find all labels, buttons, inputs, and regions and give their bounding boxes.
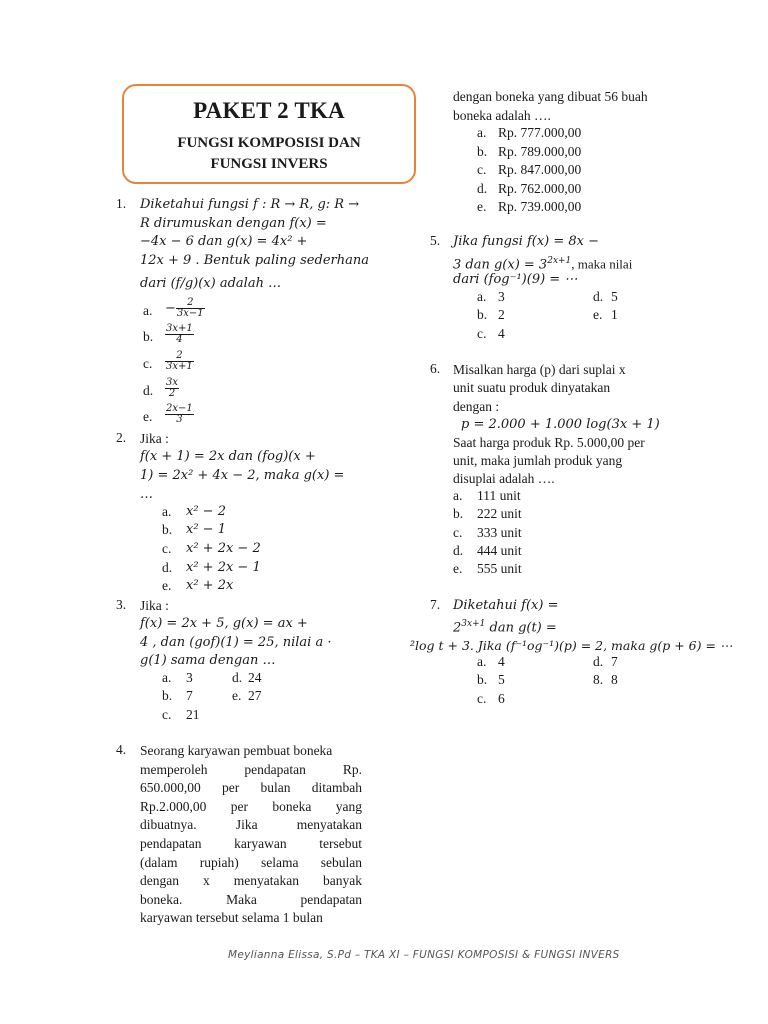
question-line: dari (fog⁻¹)(9) = ⋯ [453, 272, 578, 287]
option-fraction [165, 404, 194, 425]
option-text: x² + 2x − 1 [186, 560, 261, 575]
question-line: unit, maka jumlah produk yang [453, 453, 623, 468]
option-letter: c. [162, 541, 172, 556]
question-line: boneka. Maka pendapatan [140, 891, 362, 907]
question-number: 1. [116, 196, 127, 211]
option-text: 111 unit [477, 488, 521, 503]
option-text: 27 [248, 688, 262, 703]
question-number: 7. [430, 597, 441, 612]
question-line: dengan : [453, 399, 500, 414]
question-line: R dirumuskan dengan f(x) = [140, 216, 327, 231]
option-letter: a. [477, 289, 487, 304]
option-text: x² − 1 [186, 522, 226, 537]
option-text: 5 [611, 289, 618, 304]
question-line: Rp.2.000,00 per boneka yang [140, 798, 362, 814]
question-line: p = 2.000 + 1.000 log(3x + 1) [461, 417, 660, 432]
option-fraction [165, 378, 179, 399]
option-text: 555 unit [477, 561, 522, 577]
question-text: , maka nilai [571, 256, 633, 272]
option-text: 4 [498, 326, 505, 341]
option-text: Rp. 847.000,00 [498, 162, 582, 177]
option-letter: d. [453, 542, 464, 558]
option-letter: b. [477, 672, 488, 687]
option-letter: b. [477, 143, 488, 159]
question-line: 650.000,00 per bulan ditambah [140, 780, 362, 796]
question-line: Misalkan harga (p) dari suplai x [453, 362, 626, 377]
option-text: 8 [611, 672, 618, 687]
question-number: 3. [116, 597, 127, 612]
fraction-denominator: 2 [168, 388, 176, 399]
fraction-denominator: 3 [176, 414, 183, 425]
option-letter: b. [477, 307, 488, 322]
exponent: 2x+1 [547, 256, 572, 266]
subtitle-line-2: FUNGSI INVERS [210, 156, 328, 172]
option-letter: e. [593, 307, 603, 322]
question-line: karyawan tersebut selama 1 bulan [140, 910, 323, 926]
option-text: 1 [611, 307, 618, 322]
option-letter: d. [143, 383, 154, 398]
question-line: dengan boneka yang dibuat 56 buah [453, 89, 648, 104]
option-letter: d. [477, 180, 488, 196]
option-fraction [165, 324, 194, 345]
fraction [165, 378, 179, 399]
option-letter: a. [453, 488, 463, 503]
question-line [453, 615, 557, 638]
option-text: Rp. 789.000,00 [498, 143, 582, 159]
question-line: pendapatan karyawan tersebut [140, 836, 362, 851]
option-text: 24 [248, 670, 262, 685]
question-line: dari (f/g)(x) adalah … [140, 276, 282, 291]
fraction-denominator: 3x+1 [166, 361, 193, 372]
question-text: 2 [453, 620, 462, 636]
question-line: disuplai adalah …. [453, 471, 555, 486]
option-text: x² + 2x − 2 [186, 541, 261, 556]
option-letter: c. [453, 524, 463, 540]
question-line: 4 , dan (gof)(1) = 25, nilai a · [140, 635, 332, 650]
question-line: Jika : [140, 598, 169, 613]
option-text: 3 [498, 289, 505, 304]
question-line: dengan x menyatakan banyak [140, 873, 362, 889]
question-line: … [140, 487, 153, 502]
question-line: Jika : [140, 431, 169, 446]
question-line: ²log t + 3. Jika (f⁻¹og⁻¹)(p) = 2, maka g(p + 6) = ⋯ [410, 638, 733, 653]
option-text: 2 [498, 307, 505, 322]
option-letter: a. [162, 504, 172, 519]
option-letter: c. [162, 707, 172, 722]
question-number: 5. [430, 233, 441, 248]
option-text: x² − 2 [186, 504, 226, 519]
option-text: 7 [611, 654, 618, 669]
question-line: 1) = 2x² + 4x − 2, maka g(x) = [140, 468, 345, 483]
question-line: boneka adalah …. [453, 108, 551, 123]
question-line: f(x + 1) = 2x dan (fog)(x + [140, 449, 316, 464]
fraction-numerator: 3x+1 [166, 323, 193, 334]
question-number: 2. [116, 430, 127, 445]
fraction-numerator: 2 [176, 298, 205, 309]
option-text: Rp. 777.000,00 [498, 125, 582, 140]
question-line: Diketahui fungsi f : R → R, g: R → [140, 197, 360, 212]
question-line: Saat harga produk Rp. 5.000,00 per [453, 435, 645, 450]
option-letter: a. [477, 654, 487, 669]
option-letter: e. [143, 409, 153, 424]
question-line: Jika fungsi f(x) = 8x − [453, 234, 600, 249]
option-text: 6 [498, 691, 505, 706]
question-number: 4. [116, 742, 127, 757]
option-letter: d. [232, 670, 243, 685]
option-letter: a. [143, 303, 153, 318]
subtitle-line-1: FUNGSI KOMPOSISI DAN [177, 135, 361, 151]
fraction [176, 298, 205, 319]
option-letter: c. [143, 356, 153, 371]
option-letter: b. [453, 506, 464, 522]
page-subtitle [124, 133, 414, 175]
question-line: dibuatnya. Jika menyatakan [140, 817, 362, 833]
option-fraction [165, 351, 194, 372]
exponent: 3x+1 [461, 619, 486, 629]
question-line: −4x − 6 dan g(x) = 4x² + [140, 234, 308, 249]
fraction-numerator: 3x [166, 377, 179, 388]
option-letter: e. [232, 688, 242, 703]
fraction-numerator: 2x−1 [166, 403, 193, 414]
fraction-denominator: 4 [176, 334, 183, 345]
option-letter: b. [162, 688, 173, 703]
question-text: dan g(t) = [485, 620, 557, 636]
option-letter: d. [162, 560, 173, 575]
question-line: unit suatu produk dinyatakan [453, 380, 611, 395]
question-line: Seorang karyawan pembuat boneka [140, 743, 333, 758]
option-text: 444 unit [477, 542, 522, 558]
page-footer: Meylianna Elissa, S.Pd – TKA XI – FUNGSI KOMPOSISI & FUNGSI INVERS [228, 949, 620, 961]
option-text: 333 unit [477, 524, 522, 540]
option-letter: d. [593, 654, 604, 669]
option-letter: e. [453, 561, 463, 577]
fraction [165, 324, 194, 345]
option-letter: c. [477, 326, 487, 341]
question-line: memperoleh pendapatan Rp. [140, 761, 362, 777]
option-text: 5 [498, 672, 505, 687]
fraction [165, 351, 194, 372]
option-letter: a. [477, 125, 487, 140]
option-text: x² + 2x [186, 578, 234, 593]
option-text: 21 [186, 707, 200, 722]
question-line: (dalam rupiah) selama sebulan [140, 854, 362, 870]
option-text: Rp. 739.000,00 [498, 199, 582, 214]
option-letter: e. [162, 578, 172, 593]
question-number: 6. [430, 361, 441, 376]
question-line: Diketahui f(x) = [453, 598, 559, 613]
option-text: 7 [186, 688, 193, 703]
option-letter: c. [477, 162, 487, 177]
option-letter: a. [162, 670, 172, 685]
option-fraction [165, 298, 205, 319]
title-box [122, 84, 416, 184]
option-letter: 8. [593, 672, 604, 687]
option-text: 4 [498, 654, 505, 669]
option-letter: e. [477, 199, 487, 214]
question-line: 12x + 9 . Bentuk paling sederhana [140, 253, 369, 268]
question-line: f(x) = 2x + 5, g(x) = ax + [140, 616, 308, 631]
page-title: PAKET 2 TKA [193, 98, 345, 123]
minus-sign: − [165, 301, 176, 316]
question-text: 3 dan g(x) = 3 [453, 257, 548, 273]
option-letter: b. [162, 522, 173, 537]
question-line: g(1) sama dengan … [140, 653, 276, 668]
option-letter: b. [143, 329, 154, 344]
fraction-numerator: 2 [165, 351, 194, 362]
option-letter: d. [593, 289, 604, 304]
option-text: 3 [186, 670, 193, 685]
option-text: Rp. 762.000,00 [498, 180, 582, 196]
option-letter: c. [477, 691, 487, 706]
fraction-denominator: 3x−1 [176, 308, 204, 319]
option-text: 222 unit [477, 506, 522, 522]
fraction [165, 404, 194, 425]
